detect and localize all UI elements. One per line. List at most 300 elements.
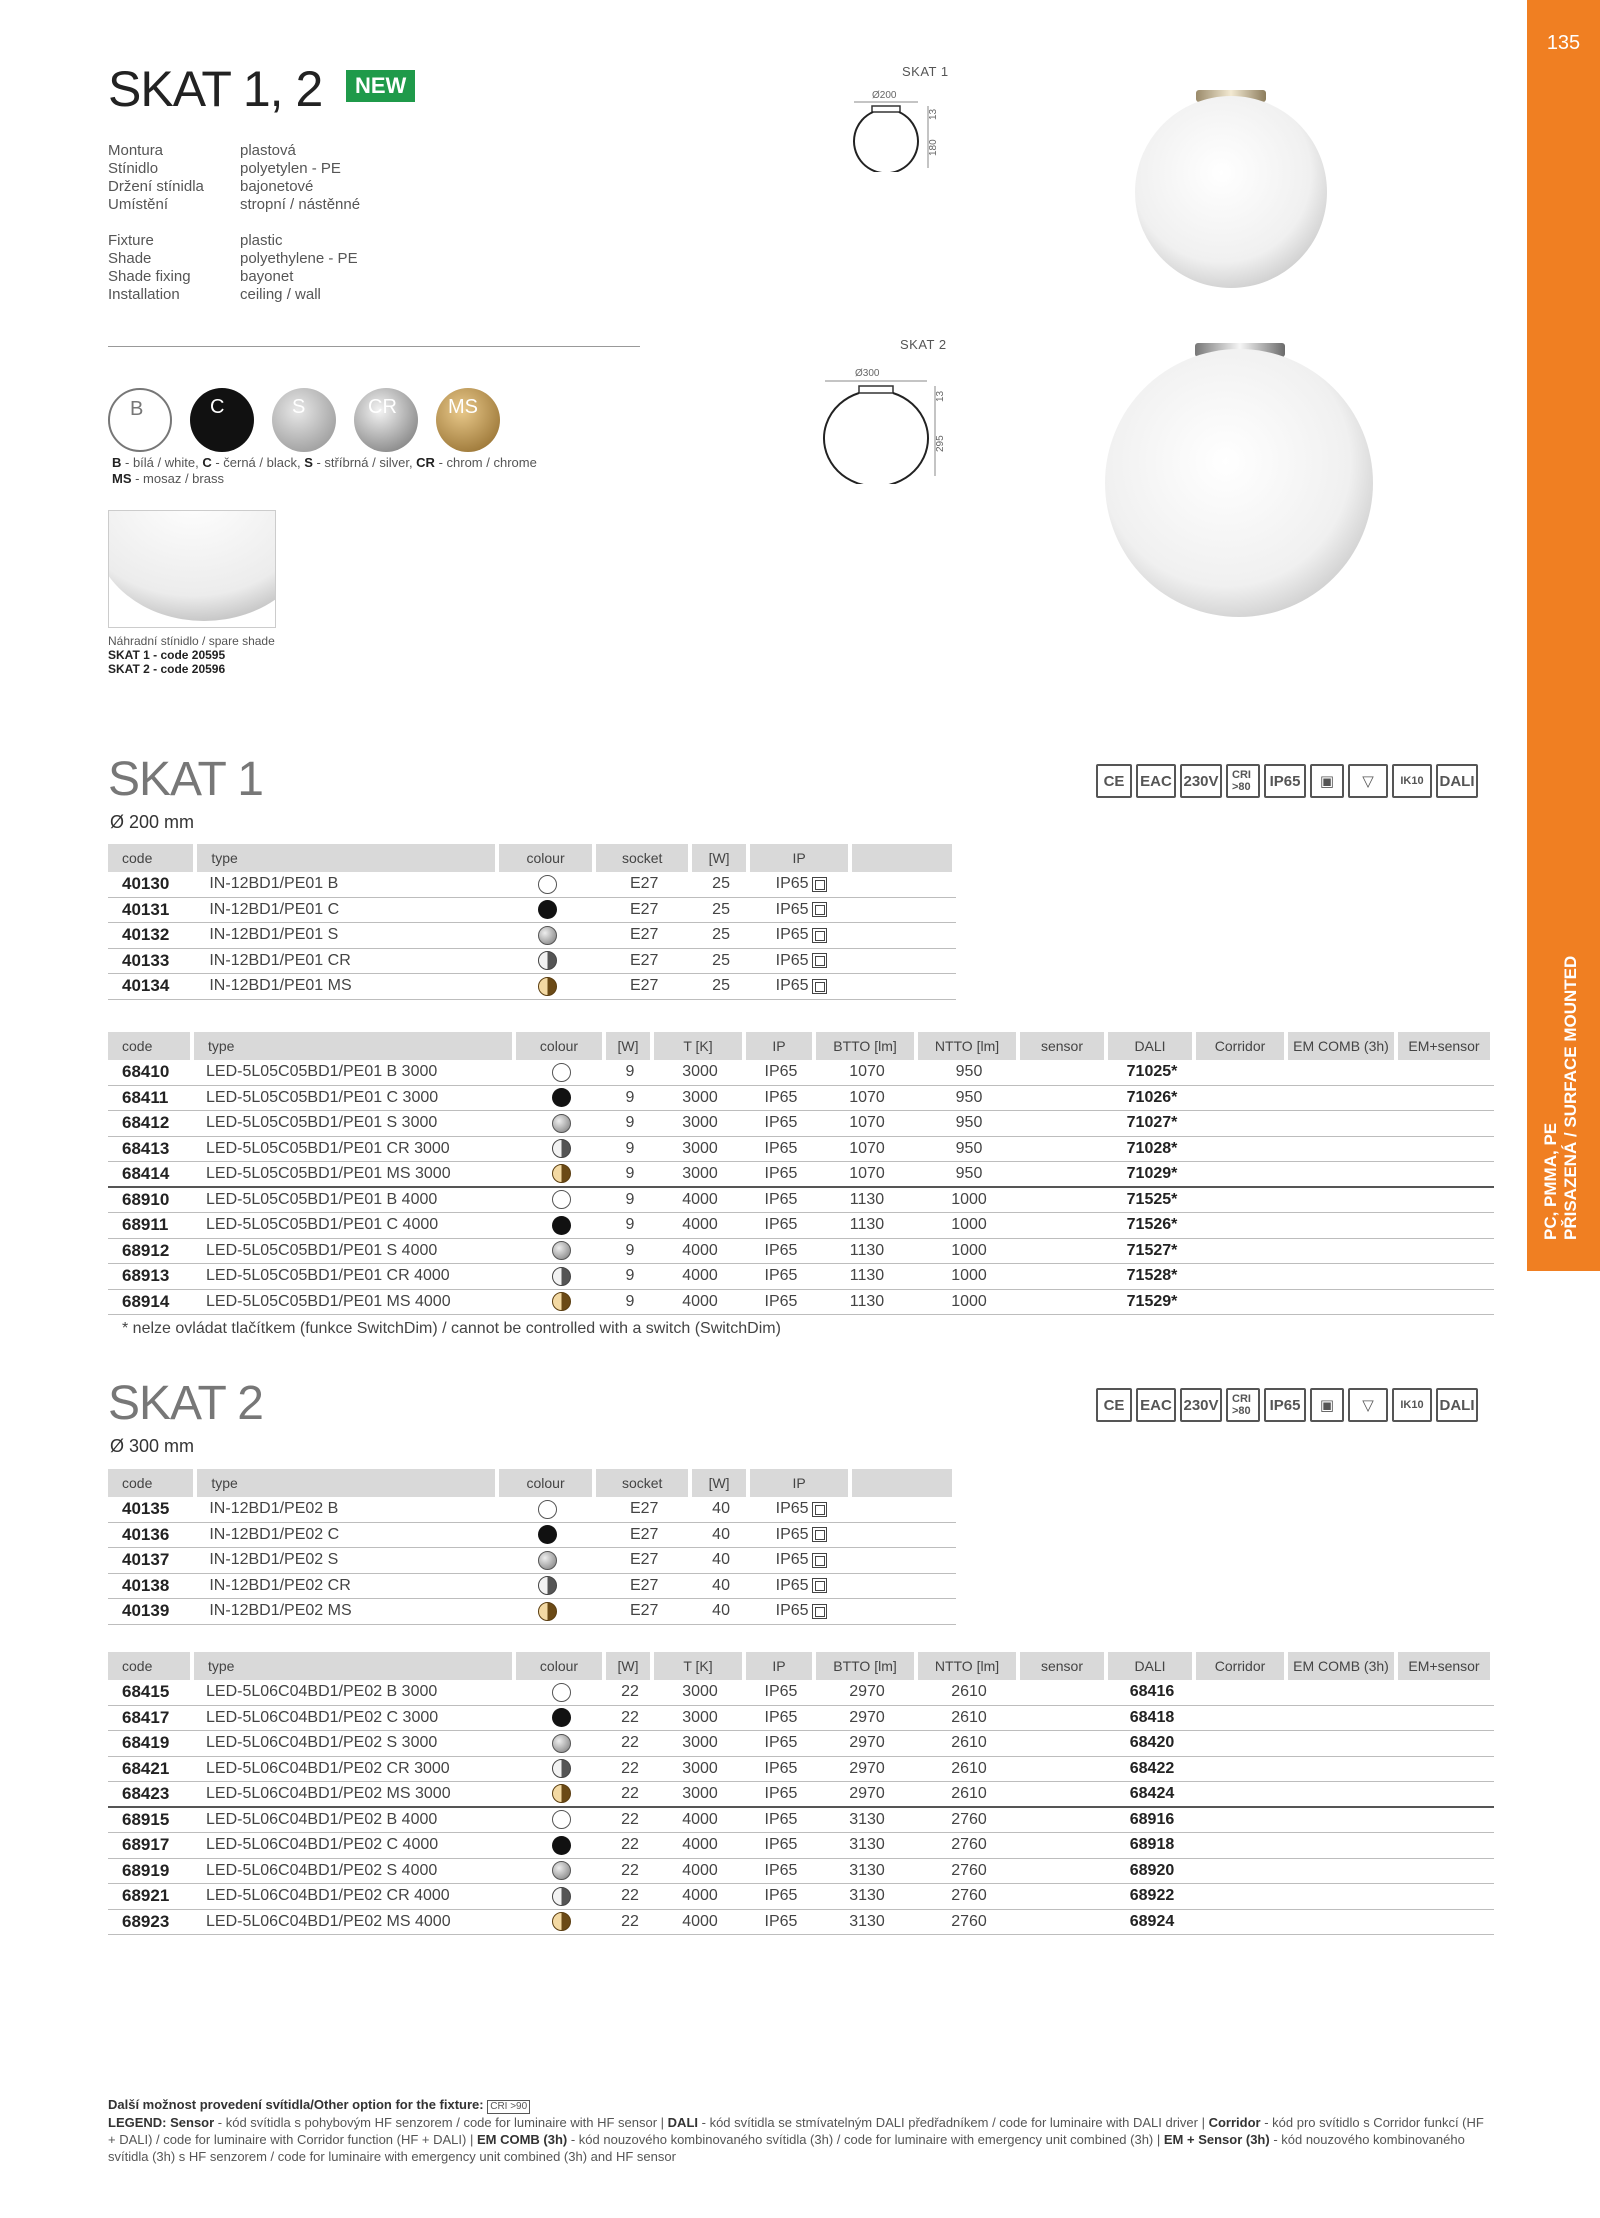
table-row: [108, 1757, 1494, 1783]
table-row: [108, 1188, 1494, 1214]
ip-cell: IP65: [750, 923, 852, 949]
type-cell: IN-12BD1/PE01 CR: [197, 949, 498, 975]
colour-cell: [499, 923, 597, 949]
temp-cell: 3000: [654, 1060, 746, 1086]
ip-cell: IP65: [750, 898, 852, 924]
type-cell: LED-5L05C05BD1/PE01 C 3000: [194, 1086, 516, 1112]
column-header: socket: [596, 844, 692, 872]
cert-icon: ▣: [1310, 1388, 1344, 1422]
product-title: SKAT 1, 2: [108, 61, 323, 117]
ntto-cell: 2610: [918, 1706, 1020, 1732]
ip-cell: IP65: [746, 1264, 816, 1290]
emsensor-cell: [1398, 1757, 1494, 1783]
ip-cell: IP65: [750, 1574, 852, 1600]
table-row: [108, 872, 956, 898]
sensor-cell: [1020, 1680, 1108, 1706]
table-row: [108, 1086, 1494, 1112]
table-row: [108, 1680, 1494, 1706]
colour-cell: [516, 1910, 606, 1936]
dali-cell: 71528*: [1108, 1264, 1196, 1290]
code-cell: 68917: [108, 1833, 194, 1859]
emsensor-cell: [1398, 1060, 1494, 1086]
column-header: EM+sensor: [1398, 1032, 1494, 1060]
emsensor-cell: [1398, 1086, 1494, 1112]
table-row: [108, 1808, 1494, 1834]
colour-cell: [516, 1086, 606, 1112]
dali-cell: 68916: [1108, 1808, 1196, 1834]
column-header: EM COMB (3h): [1288, 1032, 1398, 1060]
colour-chrome-icon: [552, 1887, 571, 1906]
table-row: [108, 898, 956, 924]
other-option-label: Další možnost provedení svítidla/Other option for the fixture:: [108, 2097, 484, 2112]
spec-key: Držení stínidla: [108, 178, 204, 195]
btto-cell: 1070: [816, 1162, 918, 1188]
colour-brass-icon: [538, 1602, 557, 1621]
btto-cell: 2970: [816, 1757, 918, 1783]
watt-cell: 9: [606, 1137, 654, 1163]
dali-cell: 71529*: [1108, 1290, 1196, 1316]
temp-cell: 3000: [654, 1706, 746, 1732]
colour-cell: [499, 974, 597, 1000]
temp-cell: 4000: [654, 1859, 746, 1885]
ip-cell: IP65: [746, 1162, 816, 1188]
ip-class-icon: [812, 1553, 827, 1568]
dali-cell: 71028*: [1108, 1137, 1196, 1163]
product-photo-skat2: [1095, 338, 1381, 618]
cert-icon: IP65: [1264, 764, 1306, 798]
code-cell: 40131: [108, 898, 197, 924]
colour-black-icon: [538, 1525, 557, 1544]
page-number: 135: [1546, 32, 1581, 54]
colour-cell: [516, 1680, 606, 1706]
emcomb-cell: [1288, 1782, 1398, 1808]
dali-cell: 68422: [1108, 1757, 1196, 1783]
ntto-cell: 950: [918, 1111, 1020, 1137]
type-cell: IN-12BD1/PE02 B: [197, 1497, 498, 1523]
column-header: [W]: [606, 1652, 654, 1680]
code-cell: 40132: [108, 923, 197, 949]
btto-cell: 3130: [816, 1859, 918, 1885]
type-cell: IN-12BD1/PE02 C: [197, 1523, 498, 1549]
spec-row: [108, 232, 358, 250]
btto-cell: 3130: [816, 1884, 918, 1910]
watt-cell: 40: [692, 1497, 750, 1523]
ip-cell: IP65: [746, 1239, 816, 1265]
emcomb-cell: [1288, 1137, 1398, 1163]
cert-icon: CE: [1096, 764, 1132, 798]
dali-cell: 68424: [1108, 1782, 1196, 1808]
sensor-cell: [1020, 1808, 1108, 1834]
colour-brass-icon: [552, 1292, 571, 1311]
legend-term: EM + Sensor (3h): [1163, 2132, 1270, 2147]
column-header: EM COMB (3h): [1288, 1652, 1398, 1680]
btto-cell: 2970: [816, 1680, 918, 1706]
temp-cell: 4000: [654, 1213, 746, 1239]
colour-cell: [516, 1833, 606, 1859]
spec-row: [108, 268, 358, 286]
emsensor-cell: [1398, 1290, 1494, 1316]
corridor-cell: [1196, 1731, 1288, 1757]
ip-cell: IP65: [746, 1137, 816, 1163]
column-header: IP: [750, 1469, 852, 1497]
code-cell: 68415: [108, 1680, 194, 1706]
dali-cell: 68924: [1108, 1910, 1196, 1936]
column-header: [852, 1469, 956, 1497]
dali-cell: 71027*: [1108, 1111, 1196, 1137]
type-cell: LED-5L05C05BD1/PE01 B 4000: [194, 1188, 516, 1214]
corridor-cell: [1196, 1757, 1288, 1783]
colour-chrome-icon: [538, 1576, 557, 1595]
skat1-basic-table: [108, 844, 956, 1000]
btto-cell: 1070: [816, 1111, 918, 1137]
colour-cell: [516, 1162, 606, 1188]
ip-cell: IP65: [750, 1599, 852, 1625]
spec-row: [108, 160, 360, 178]
swatch-chrome: [354, 388, 418, 452]
colour-cell: [499, 872, 597, 898]
spec-value: polyethylene - PE: [240, 250, 358, 267]
type-cell: LED-5L05C05BD1/PE01 S 4000: [194, 1239, 516, 1265]
corridor-cell: [1196, 1060, 1288, 1086]
colour-white-icon: [538, 1500, 557, 1519]
column-header: colour: [499, 844, 597, 872]
table-row: [108, 1162, 1494, 1188]
corridor-cell: [1196, 1884, 1288, 1910]
colour-silver-icon: [538, 1551, 557, 1570]
colour-chrome-icon: [538, 951, 557, 970]
sensor-cell: [1020, 1884, 1108, 1910]
column-header: type: [194, 1032, 516, 1060]
swatch-legend-line: [112, 471, 537, 487]
socket-cell: E27: [596, 1497, 692, 1523]
btto-cell: 1070: [816, 1086, 918, 1112]
watt-cell: 9: [606, 1213, 654, 1239]
corridor-cell: [1196, 1213, 1288, 1239]
swatch-black: [190, 388, 254, 452]
table-row: [108, 1523, 956, 1549]
swatch-label: CR: [368, 396, 397, 418]
btto-cell: 1070: [816, 1060, 918, 1086]
code-cell: 40135: [108, 1497, 197, 1523]
column-header: NTTO [lm]: [918, 1032, 1020, 1060]
code-cell: 40138: [108, 1574, 197, 1600]
colour-cell: [516, 1060, 606, 1086]
btto-cell: 3130: [816, 1833, 918, 1859]
colour-cell: [516, 1213, 606, 1239]
temp-cell: 4000: [654, 1910, 746, 1936]
watt-cell: 22: [606, 1884, 654, 1910]
ip-class-icon: [812, 928, 827, 943]
ntto-cell: 2760: [918, 1884, 1020, 1910]
legend-term: DALI: [667, 2115, 699, 2130]
section-title-skat2: SKAT 2: [108, 1377, 263, 1430]
colour-cell: [516, 1137, 606, 1163]
cert-icon: IK10: [1392, 1388, 1432, 1422]
type-cell: IN-12BD1/PE02 CR: [197, 1574, 498, 1600]
dali-cell: 71526*: [1108, 1213, 1196, 1239]
colour-cell: [516, 1239, 606, 1265]
type-cell: IN-12BD1/PE01 C: [197, 898, 498, 924]
type-cell: LED-5L06C04BD1/PE02 CR 3000: [194, 1757, 516, 1783]
ip-class-icon: [812, 1527, 827, 1542]
spec-row: [108, 196, 360, 214]
emcomb-cell: [1288, 1859, 1398, 1885]
btto-cell: 1130: [816, 1213, 918, 1239]
colour-cell: [516, 1757, 606, 1783]
temp-cell: 3000: [654, 1782, 746, 1808]
corridor-cell: [1196, 1782, 1288, 1808]
swatch-silver: [272, 388, 336, 452]
code-cell: 68915: [108, 1808, 194, 1834]
emcomb-cell: [1288, 1188, 1398, 1214]
table-row: [108, 1213, 1494, 1239]
column-header: code: [108, 1032, 194, 1060]
cert-icon: 230V: [1180, 1388, 1222, 1422]
cert-icons-skat1: [1096, 764, 1478, 798]
spec-key: Installation: [108, 286, 180, 303]
emcomb-cell: [1288, 1910, 1398, 1936]
spec-row: [108, 178, 360, 196]
btto-cell: 1130: [816, 1188, 918, 1214]
colour-black-icon: [552, 1088, 571, 1107]
column-header: code: [108, 1469, 197, 1497]
column-header: DALI: [1108, 1652, 1196, 1680]
emsensor-cell: [1398, 1782, 1494, 1808]
empty-cell: [852, 898, 956, 924]
ntto-cell: 950: [918, 1137, 1020, 1163]
emcomb-cell: [1288, 1162, 1398, 1188]
ip-cell: IP65: [750, 974, 852, 1000]
colour-brass-icon: [552, 1784, 571, 1803]
socket-cell: E27: [596, 974, 692, 1000]
sensor-cell: [1020, 1910, 1108, 1936]
ntto-cell: 950: [918, 1086, 1020, 1112]
column-header: EM+sensor: [1398, 1652, 1494, 1680]
ip-cell: IP65: [746, 1808, 816, 1834]
ip-class-icon: [812, 1604, 827, 1619]
skat2-basic-table: [108, 1469, 956, 1625]
spec-value: plastová: [240, 142, 296, 159]
code-cell: 68923: [108, 1910, 194, 1936]
emcomb-cell: [1288, 1060, 1398, 1086]
empty-cell: [852, 1497, 956, 1523]
cert-icon: IK10: [1392, 764, 1432, 798]
swatch-brass: [436, 388, 500, 452]
colour-black-icon: [538, 900, 557, 919]
swatch-desc: - chrom / chrome: [434, 455, 537, 470]
emsensor-cell: [1398, 1859, 1494, 1885]
column-header: colour: [516, 1032, 606, 1060]
column-header: DALI: [1108, 1032, 1196, 1060]
type-cell: LED-5L05C05BD1/PE01 CR 3000: [194, 1137, 516, 1163]
ip-cell: IP65: [746, 1833, 816, 1859]
corridor-cell: [1196, 1680, 1288, 1706]
ip-cell: IP65: [750, 1523, 852, 1549]
emsensor-cell: [1398, 1910, 1494, 1936]
emsensor-cell: [1398, 1239, 1494, 1265]
column-header: [W]: [692, 844, 750, 872]
emcomb-cell: [1288, 1884, 1398, 1910]
code-cell: 68912: [108, 1239, 194, 1265]
watt-cell: 22: [606, 1680, 654, 1706]
colour-white-icon: [552, 1810, 571, 1829]
cert-icon: DALI: [1436, 1388, 1478, 1422]
sensor-cell: [1020, 1239, 1108, 1265]
ntto-cell: 2760: [918, 1910, 1020, 1936]
corridor-cell: [1196, 1859, 1288, 1885]
header-row: [108, 1469, 956, 1497]
table-row: [108, 1264, 1494, 1290]
colour-swatches: [108, 388, 500, 452]
corridor-cell: [1196, 1239, 1288, 1265]
code-cell: 40133: [108, 949, 197, 975]
type-cell: LED-5L05C05BD1/PE01 C 4000: [194, 1213, 516, 1239]
header-row: [108, 844, 956, 872]
column-header: type: [197, 844, 498, 872]
legend: [108, 2096, 1494, 2165]
colour-white-icon: [552, 1683, 571, 1702]
swatch-code: CR: [416, 455, 435, 470]
column-header: T [K]: [654, 1032, 746, 1060]
column-header: type: [194, 1652, 516, 1680]
ip-cell: IP65: [750, 1548, 852, 1574]
colour-cell: [516, 1782, 606, 1808]
type-cell: LED-5L05C05BD1/PE01 MS 3000: [194, 1162, 516, 1188]
colour-white-icon: [538, 875, 557, 894]
emcomb-cell: [1288, 1086, 1398, 1112]
colour-chrome-icon: [552, 1139, 571, 1158]
colour-white-icon: [552, 1190, 571, 1209]
colour-brass-icon: [552, 1912, 571, 1931]
watt-cell: 40: [692, 1574, 750, 1600]
table-row: [108, 923, 956, 949]
ip-class-icon: [812, 953, 827, 968]
ntto-cell: 2760: [918, 1859, 1020, 1885]
table-row: [108, 1137, 1494, 1163]
product-photo-skat1: [1130, 80, 1330, 290]
sensor-cell: [1020, 1086, 1108, 1112]
ntto-cell: 2760: [918, 1833, 1020, 1859]
watt-cell: 25: [692, 923, 750, 949]
cert-icon: CRI >80: [1226, 1388, 1260, 1422]
drawing-label-skat2: SKAT 2: [900, 337, 947, 352]
drawing-skat1: [840, 88, 940, 172]
emcomb-cell: [1288, 1680, 1398, 1706]
colour-cell: [516, 1290, 606, 1316]
emcomb-cell: [1288, 1111, 1398, 1137]
drawing-dia-skat1: Ø200: [872, 90, 897, 101]
table-row: [108, 1497, 956, 1523]
swatch-code: S: [304, 455, 313, 470]
empty-cell: [852, 949, 956, 975]
ntto-cell: 2610: [918, 1782, 1020, 1808]
empty-cell: [852, 1574, 956, 1600]
cert-icon: IP65: [1264, 1388, 1306, 1422]
socket-cell: E27: [596, 1523, 692, 1549]
empty-cell: [852, 872, 956, 898]
legend-desc: - kód pro svítidlo s Corridor funkcí (HF + DALI) / code for luminaire with Corridor function (HF + DALI) |: [108, 2115, 1484, 2147]
section-title-skat1: SKAT 1: [108, 753, 263, 806]
ntto-cell: 950: [918, 1060, 1020, 1086]
ip-cell: IP65: [746, 1731, 816, 1757]
corridor-cell: [1196, 1833, 1288, 1859]
code-cell: 68423: [108, 1782, 194, 1808]
colour-cell: [516, 1111, 606, 1137]
corridor-cell: [1196, 1162, 1288, 1188]
type-cell: LED-5L06C04BD1/PE02 CR 4000: [194, 1884, 516, 1910]
temp-cell: 3000: [654, 1731, 746, 1757]
spec-value: bayonet: [240, 268, 294, 285]
spec-row: [108, 286, 358, 304]
cert-icon: ▽: [1348, 1388, 1388, 1422]
type-cell: LED-5L06C04BD1/PE02 C 3000: [194, 1706, 516, 1732]
code-cell: 68913: [108, 1264, 194, 1290]
corridor-cell: [1196, 1808, 1288, 1834]
type-cell: LED-5L06C04BD1/PE02 B 3000: [194, 1680, 516, 1706]
watt-cell: 9: [606, 1264, 654, 1290]
ntto-cell: 1000: [918, 1213, 1020, 1239]
type-cell: LED-5L05C05BD1/PE01 S 3000: [194, 1111, 516, 1137]
colour-brass-icon: [538, 977, 557, 996]
btto-cell: 1070: [816, 1137, 918, 1163]
sensor-cell: [1020, 1137, 1108, 1163]
emcomb-cell: [1288, 1290, 1398, 1316]
watt-cell: 25: [692, 898, 750, 924]
code-cell: 40137: [108, 1548, 197, 1574]
ip-cell: IP65: [746, 1060, 816, 1086]
code-cell: 68419: [108, 1731, 194, 1757]
type-cell: IN-12BD1/PE02 S: [197, 1548, 498, 1574]
watt-cell: 40: [692, 1548, 750, 1574]
cert-icon: EAC: [1136, 1388, 1176, 1422]
sensor-cell: [1020, 1162, 1108, 1188]
ntto-cell: 2610: [918, 1680, 1020, 1706]
type-cell: IN-12BD1/PE02 MS: [197, 1599, 498, 1625]
drawing-dia-skat2: Ø300: [855, 368, 880, 379]
ip-cell: IP65: [750, 1497, 852, 1523]
spare-caption-title: Náhradní stínidlo / spare shade: [108, 634, 275, 648]
ip-class-icon: [812, 877, 827, 892]
dali-cell: 68922: [1108, 1884, 1196, 1910]
colour-cell: [499, 1548, 597, 1574]
skat1-led-table: [108, 1032, 1494, 1315]
spec-key: Umístění: [108, 196, 169, 213]
ip-cell: IP65: [746, 1213, 816, 1239]
type-cell: LED-5L05C05BD1/PE01 CR 4000: [194, 1264, 516, 1290]
colour-black-icon: [552, 1836, 571, 1855]
sensor-cell: [1020, 1264, 1108, 1290]
socket-cell: E27: [596, 872, 692, 898]
spec-key: Shade: [108, 250, 152, 267]
type-cell: IN-12BD1/PE01 MS: [197, 974, 498, 1000]
colour-black-icon: [552, 1216, 571, 1235]
column-header: type: [197, 1469, 498, 1497]
ip-cell: IP65: [746, 1680, 816, 1706]
new-badge: NEW: [346, 70, 415, 102]
drawing-height-skat1: 180: [928, 139, 939, 156]
column-header: code: [108, 1652, 194, 1680]
swatch-desc: - černá / black,: [211, 455, 305, 470]
ntto-cell: 1000: [918, 1239, 1020, 1265]
dali-cell: 68418: [1108, 1706, 1196, 1732]
code-cell: 40136: [108, 1523, 197, 1549]
swatch-label: S: [292, 396, 306, 418]
emsensor-cell: [1398, 1706, 1494, 1732]
ntto-cell: 1000: [918, 1264, 1020, 1290]
colour-cell: [516, 1884, 606, 1910]
cert-icon: ▽: [1348, 764, 1388, 798]
colour-cell: [499, 1599, 597, 1625]
